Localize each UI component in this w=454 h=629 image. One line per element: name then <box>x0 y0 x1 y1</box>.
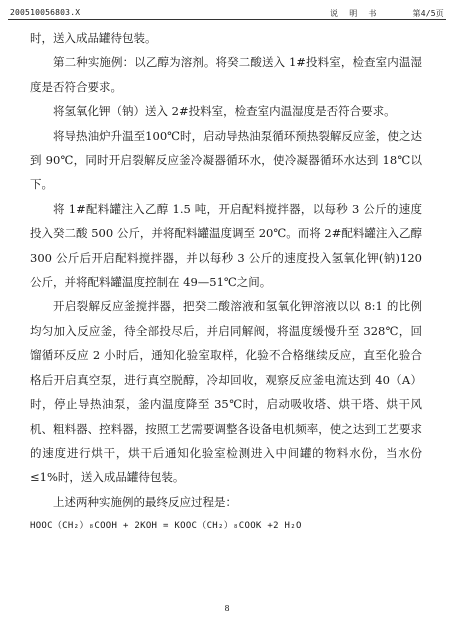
header-rule <box>8 19 446 20</box>
page-info: 第4/5页 <box>412 9 444 18</box>
paragraph: 将氢氧化钾（钠）送入 2#投料室，检查室内温湿度是否符合要求。 <box>53 104 396 119</box>
paragraph: 第二种实施例：以乙醇为溶剂。将癸二酸送入 1#投料室，检查室内温湿度是否符合要求。 <box>30 55 422 94</box>
reaction-formula: HOOC（CH₂）₈COOH + 2KOH = KOOC（CH₂）₈COOK +2 H₂O <box>30 521 302 532</box>
paragraph: 将 1#配料罐注入乙醇 1.5 吨，开启配料搅拌器，以每秒 3 公斤的速度投入癸二酸 500 公斤，并将配料罐温度调至 20℃。而将 2#配料罐注入乙醇 300 公斤后开启配料搅拌器，并以每秒 3 公斤的速度投入氢氧化钾(钠)120 公斤，并将配料罐温度控制在 49—51℃之间。 <box>30 201 422 290</box>
paragraph: 时，送入成品罐待包装。 <box>30 31 157 45</box>
doc-number: 200510056803.X <box>10 8 81 17</box>
section-title: 说 明 书 <box>330 9 377 18</box>
paragraph: 开启裂解反应釜搅拌器，把癸二酸溶液和氢氧化钾溶液以以 8:1 的比例均匀加入反应釜，待全部投尽后，并启同解阀，将温度缓慢升至 328℃，回馏循环反应 2 小时后，通知化验室取样，化验不合格继续反应，直至化验合格后开启真空泵，进行真空脱醇，冷却回收，观察反应釜电流达到 40（A）时，停止导热油泵，釜内温度降至 35℃时，启动吸收塔、烘干塔、烘干风机、粗料器、控料器，按照工艺需要调整各设备电机频率，使之达到工艺要求的速度进行烘干，烘干后通知化验室检测进入中间罐的物料水份，当水份≤1%时，送入成品罐待包装。 <box>30 299 422 485</box>
paragraph: 上述两种实施例的最终反应过程是： <box>53 494 237 509</box>
page-number: 8 <box>224 604 230 613</box>
document-body <box>30 26 422 539</box>
paragraph: 将导热油炉升温至100℃时，启动导热油泵循环预热裂解反应釜，使之达到 90℃，同时开启裂解反应釜冷凝器循环水，使冷凝器循环水达到 18℃以下。 <box>30 128 422 192</box>
